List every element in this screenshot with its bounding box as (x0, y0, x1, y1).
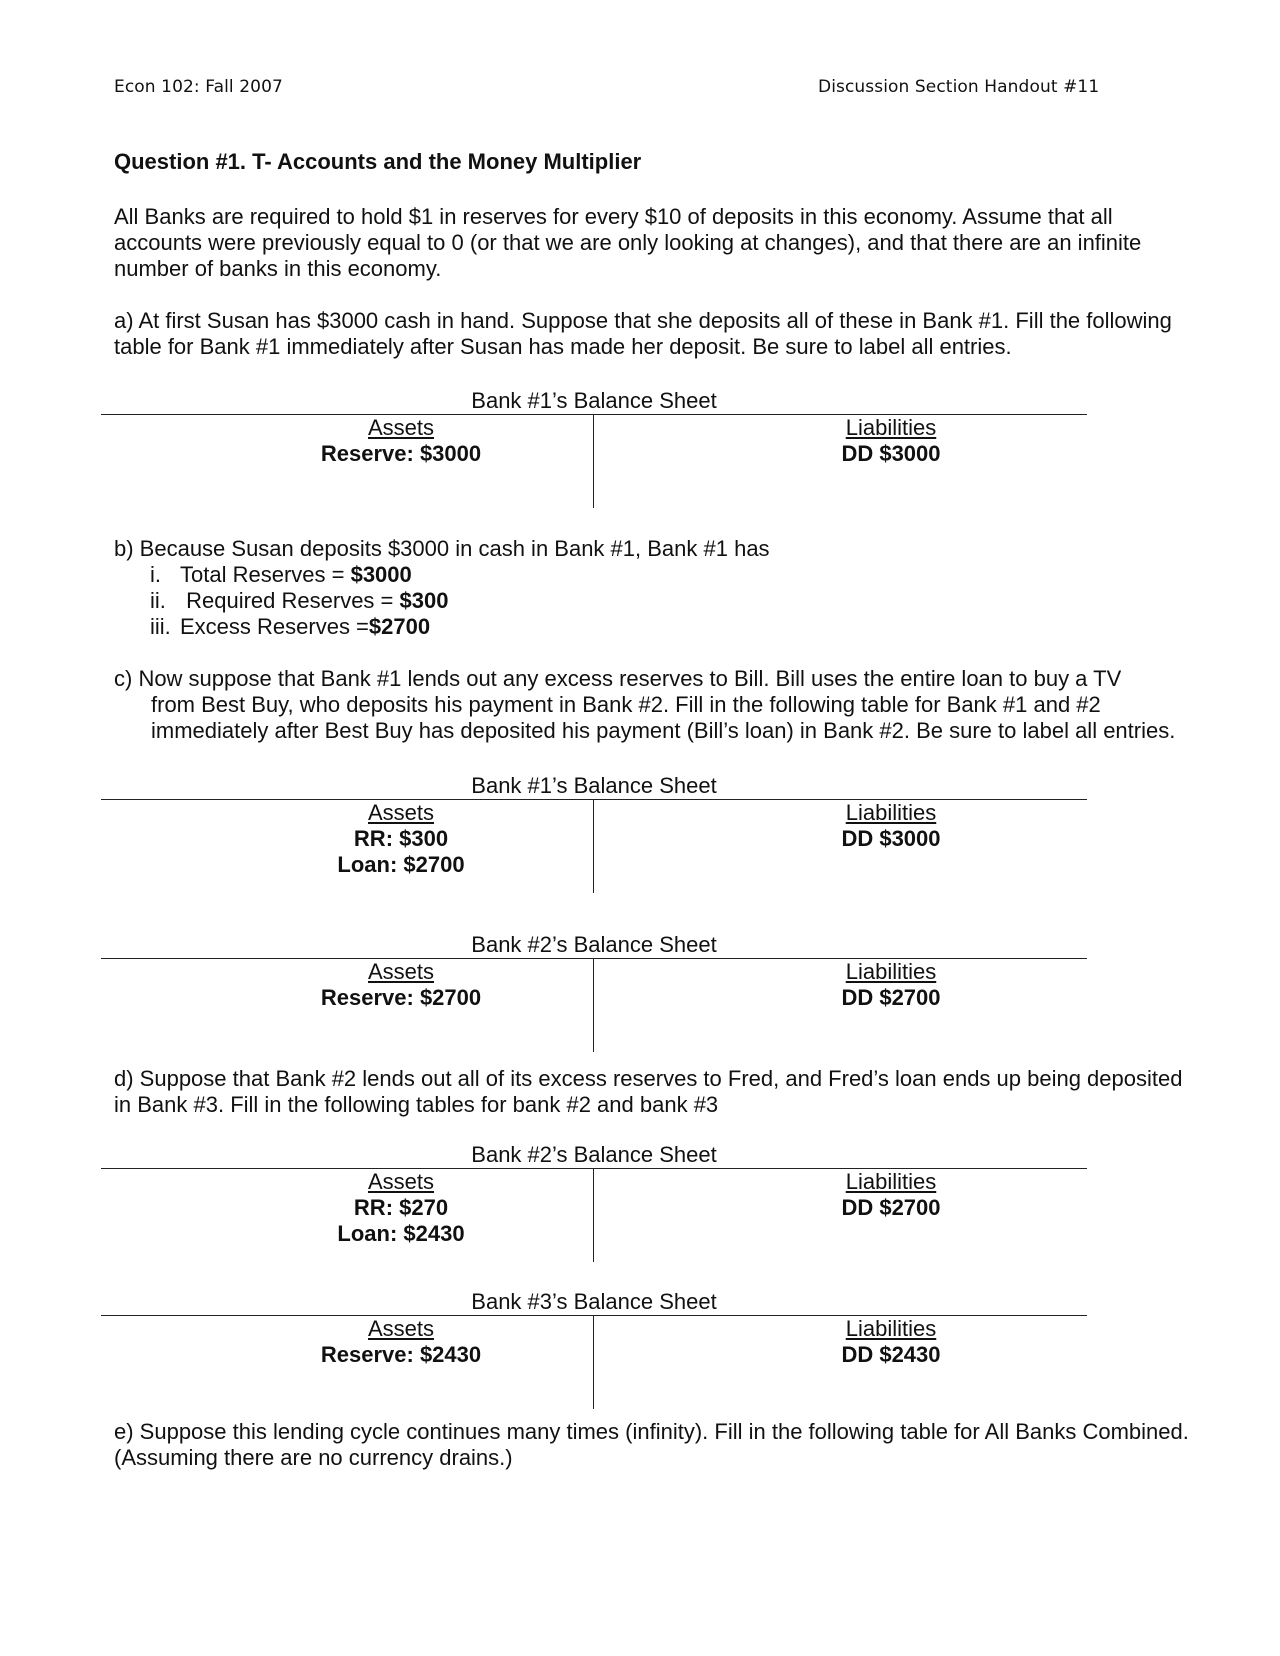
part-b-text: b) Because Susan deposits $3000 in cash in Bank #1, Bank #1 has (114, 536, 770, 561)
asset-entry: RR: $300 (353, 826, 449, 851)
list-value: $3000 (350, 562, 412, 587)
liabilities-column (751, 959, 1031, 1011)
balance-sheet-bank1-initial (101, 388, 1087, 508)
balance-sheet-title: Bank #2’s Balance Sheet (471, 932, 717, 957)
balance-sheet-title: Bank #1’s Balance Sheet (471, 773, 717, 798)
balance-sheet-bank2-after-loan (101, 1142, 1087, 1262)
part-e-text: e) Suppose this lending cycle continues many times (infinity). Fill in the following table for All Banks Combined. (Assuming there are no currency drains.) (114, 1419, 1189, 1470)
asset-entry: RR: $270 (353, 1195, 449, 1220)
list-value: $2700 (368, 614, 431, 639)
liability-entry: DD $2700 (841, 985, 941, 1010)
t-account-vertical-line (593, 1169, 594, 1262)
balance-sheet-bank1-after-loan (101, 773, 1087, 893)
assets-header: Assets (367, 959, 435, 984)
t-account-vertical-line (593, 1316, 594, 1409)
assets-header: Assets (367, 1169, 435, 1194)
assets-column (261, 1316, 541, 1368)
part-d-text: d) Suppose that Bank #2 lends out all of its excess reserves to Fred, and Fred’s loan ends up being deposited in Bank #3. Fill in the following tables for bank #2 and bank #3 (114, 1066, 1183, 1117)
liabilities-column (751, 800, 1031, 852)
liabilities-header: Liabilities (845, 1316, 937, 1341)
balance-sheet-bank2-deposit (101, 932, 1087, 1052)
liabilities-header: Liabilities (845, 415, 937, 440)
list-number: iii. (150, 614, 171, 639)
liabilities-column (751, 1169, 1031, 1221)
header-course: Econ 102: Fall 2007 (114, 77, 283, 97)
t-account-vertical-line (593, 415, 594, 508)
asset-entry: Loan: $2430 (337, 1221, 465, 1246)
assets-column (261, 959, 541, 1011)
liability-entry: DD $2700 (841, 1195, 941, 1220)
asset-entry: Reserve: $3000 (320, 441, 482, 466)
asset-entry: Loan: $2700 (337, 852, 465, 877)
list-item (150, 614, 448, 640)
list-value: $300 (399, 588, 449, 613)
liability-entry: DD $2430 (841, 1342, 941, 1367)
part-a-text: a) At first Susan has $3000 cash in hand. Suppose that she deposits all of these in Bank #1. Fill the following table for Bank #1 immediately after Susan has made her deposit. Be sure to label all entries. (114, 308, 1172, 359)
assets-header: Assets (367, 800, 435, 825)
list-label: Total Reserves = (180, 562, 351, 587)
balance-sheet-title: Bank #2’s Balance Sheet (471, 1142, 717, 1167)
list-item (150, 588, 448, 614)
t-account-vertical-line (593, 959, 594, 1052)
liability-entry: DD $3000 (841, 441, 941, 466)
part-c-first-line: c) Now suppose that Bank #1 lends out any excess reserves to Bill. Bill uses the entire loan to buy a TV (114, 666, 1122, 691)
list-number: ii. (150, 588, 166, 613)
liabilities-column (751, 1316, 1031, 1368)
asset-entry: Reserve: $2700 (320, 985, 482, 1010)
liabilities-column (751, 415, 1031, 467)
t-account-vertical-line (593, 800, 594, 893)
liabilities-header: Liabilities (845, 800, 937, 825)
assets-column (261, 1169, 541, 1247)
liabilities-header: Liabilities (845, 959, 937, 984)
question-intro: All Banks are required to hold $1 in reserves for every $10 of deposits in this economy. Assume that all accounts were previously equal to 0 (or that we are only looking at changes), and that there are an infinite number of banks in this economy. (114, 204, 1142, 281)
list-item (150, 562, 448, 588)
assets-column (261, 800, 541, 878)
header-handout: Discussion Section Handout #11 (818, 77, 1100, 97)
balance-sheet-title: Bank #3’s Balance Sheet (471, 1289, 717, 1314)
asset-entry: Reserve: $2430 (320, 1342, 482, 1367)
list-label: Required Reserves = (180, 588, 400, 613)
balance-sheet-bank3-deposit (101, 1289, 1087, 1409)
balance-sheet-title: Bank #1’s Balance Sheet (471, 388, 717, 413)
assets-header: Assets (367, 1316, 435, 1341)
liability-entry: DD $3000 (841, 826, 941, 851)
assets-header: Assets (367, 415, 435, 440)
part-b-list (150, 562, 448, 640)
part-c-continuation: from Best Buy, who deposits his payment in Bank #2. Fill in the following table for Bank #1 and #2 immediately after Best Buy has deposited his payment (Bill’s loan) in Bank #2. Be sure to label all entries. (151, 692, 1176, 743)
list-label: Excess Reserves = (180, 614, 369, 639)
list-number: i. (150, 562, 161, 587)
question-title: Question #1. T- Accounts and the Money Multiplier (114, 149, 642, 174)
assets-column (261, 415, 541, 467)
part-c-text (114, 666, 1194, 744)
liabilities-header: Liabilities (845, 1169, 937, 1194)
